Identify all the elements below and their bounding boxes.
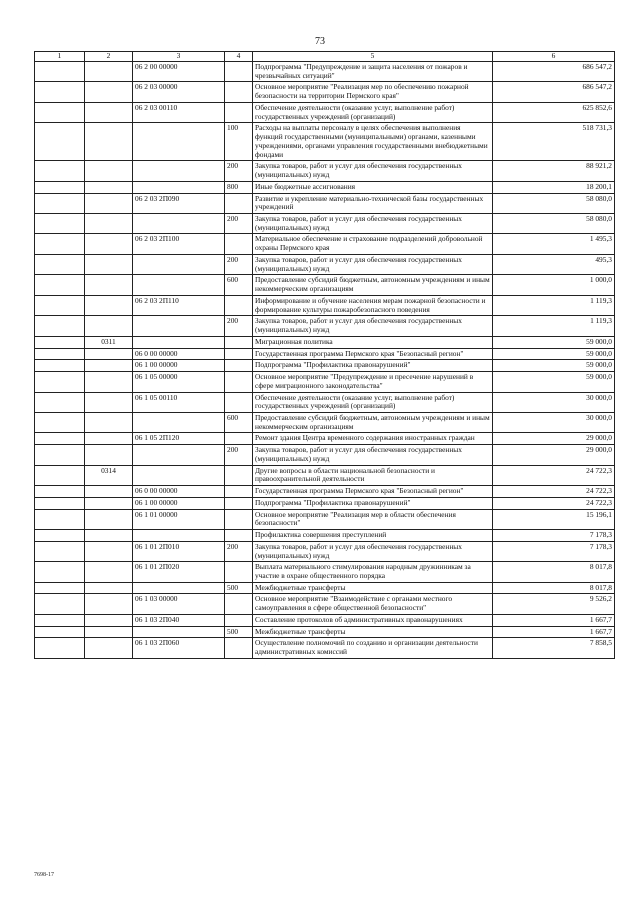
table-cell-c5: Иные бюджетные ассигнования (253, 181, 493, 193)
table-cell-c1 (35, 372, 85, 392)
table-cell-c2 (85, 594, 133, 614)
table-cell-c2: 0314 (85, 465, 133, 485)
table-cell-c2 (85, 509, 133, 529)
table-cell-c3 (133, 181, 225, 193)
table-cell-c6: 495,3 (493, 254, 615, 274)
table-cell-c5: Межбюджетные трансферты (253, 582, 493, 594)
table-cell-c1 (35, 348, 85, 360)
table-row (35, 433, 615, 445)
table-cell-c3: 06 1 03 00000 (133, 594, 225, 614)
table-cell-c3: 06 1 01 2П010 (133, 541, 225, 561)
table-cell-c6: 7 178,3 (493, 541, 615, 561)
table-row (35, 254, 615, 274)
table-cell-c5: Выплата материального стимулирования народным дружинникам за участие в охране общественного порядка (253, 562, 493, 582)
table-cell-c5: Другие вопросы в области национальной безопасности и правоохранительной деятельности (253, 465, 493, 485)
table-cell-c3: 06 1 05 00000 (133, 372, 225, 392)
table-cell-c4 (225, 348, 253, 360)
table-cell-c5: Закупка товаров, работ и услуг для обеспечения государственных (муниципальных) нужд (253, 541, 493, 561)
table-cell-c5: Материальное обеспечение и страхование подразделений добровольной охраны Пермского края (253, 234, 493, 254)
table-cell-c3 (133, 316, 225, 336)
table-row (35, 181, 615, 193)
column-header: 6 (493, 52, 615, 62)
table-cell-c2 (85, 181, 133, 193)
column-header: 2 (85, 52, 133, 62)
table-row (35, 562, 615, 582)
table-cell-c1 (35, 254, 85, 274)
table-row (35, 102, 615, 122)
table-cell-c1 (35, 123, 85, 161)
table-cell-c6: 8 017,8 (493, 582, 615, 594)
table-cell-c1 (35, 102, 85, 122)
table-cell-c5: Осуществление полномочий по созданию и организации деятельности административных комиссий (253, 638, 493, 658)
table-cell-c2 (85, 433, 133, 445)
table-cell-c3 (133, 275, 225, 295)
table-cell-c1 (35, 275, 85, 295)
table-cell-c2 (85, 614, 133, 626)
table-cell-c6: 88 921,2 (493, 161, 615, 181)
table-cell-c1 (35, 582, 85, 594)
table-cell-c4: 200 (225, 445, 253, 465)
table-cell-c5: Составление протоколов об административных правонарушениях (253, 614, 493, 626)
table-row (35, 295, 615, 315)
table-cell-c3: 06 2 03 00110 (133, 102, 225, 122)
table-cell-c1 (35, 161, 85, 181)
table-cell-c5: Ремонт здания Центра временного содержания иностранных граждан (253, 433, 493, 445)
table-cell-c5: Закупка товаров, работ и услуг для обеспечения государственных (муниципальных) нужд (253, 445, 493, 465)
table-cell-c3 (133, 254, 225, 274)
table-row (35, 316, 615, 336)
table-cell-c6: 1 667,7 (493, 626, 615, 638)
table-cell-c4 (225, 62, 253, 82)
column-header: 5 (253, 52, 493, 62)
table-cell-c3 (133, 445, 225, 465)
table-cell-c6: 29 000,0 (493, 445, 615, 465)
table-row (35, 626, 615, 638)
table-cell-c4 (225, 486, 253, 498)
table-cell-c4 (225, 562, 253, 582)
table-cell-c5: Подпрограмма "Профилактика правонарушений" (253, 497, 493, 509)
table-cell-c2 (85, 275, 133, 295)
table-row (35, 530, 615, 542)
table-cell-c1 (35, 336, 85, 348)
table-cell-c5: Расходы на выплаты персоналу в целях обеспечения выполнения функций государственными (муниципальными) органами, казенными учреждениями, органами управления государственными внебюджетными фондами (253, 123, 493, 161)
table-cell-c4 (225, 336, 253, 348)
table-row (35, 275, 615, 295)
table-cell-c6: 1 667,7 (493, 614, 615, 626)
table-cell-c2 (85, 582, 133, 594)
table-row (35, 336, 615, 348)
table-cell-c3: 06 1 01 2П020 (133, 562, 225, 582)
table-cell-c3: 06 1 03 2П040 (133, 614, 225, 626)
table-cell-c6: 59 000,0 (493, 372, 615, 392)
table-cell-c4 (225, 638, 253, 658)
table-cell-c5: Миграционная политика (253, 336, 493, 348)
table-row (35, 638, 615, 658)
document-code: 7698-17 (34, 872, 54, 878)
table-cell-c2 (85, 562, 133, 582)
table-cell-c6: 9 526,2 (493, 594, 615, 614)
table-cell-c2 (85, 234, 133, 254)
table-cell-c2 (85, 123, 133, 161)
table-cell-c6: 30 000,0 (493, 392, 615, 412)
table-cell-c6: 8 017,8 (493, 562, 615, 582)
table-cell-c1 (35, 626, 85, 638)
table-cell-c2 (85, 412, 133, 432)
table-cell-c4: 100 (225, 123, 253, 161)
table-cell-c3: 06 1 05 2П120 (133, 433, 225, 445)
table-cell-c3: 06 0 00 00000 (133, 348, 225, 360)
table-cell-c2 (85, 193, 133, 213)
table-cell-c5: Основное мероприятие "Реализация мер по обеспечению пожарной безопасности на территории Пермского края" (253, 82, 493, 102)
table-cell-c4 (225, 193, 253, 213)
table-cell-c2 (85, 392, 133, 412)
table-row (35, 348, 615, 360)
table-row (35, 509, 615, 529)
table-cell-c4 (225, 509, 253, 529)
table-cell-c3: 06 1 03 2П060 (133, 638, 225, 658)
table-cell-c4: 500 (225, 582, 253, 594)
table-cell-c6: 58 080,0 (493, 193, 615, 213)
table-cell-c6: 58 080,0 (493, 214, 615, 234)
table-cell-c1 (35, 486, 85, 498)
table-cell-c2 (85, 295, 133, 315)
table-row (35, 465, 615, 485)
table-row (35, 161, 615, 181)
table-cell-c1 (35, 638, 85, 658)
table-cell-c1 (35, 392, 85, 412)
table-row (35, 594, 615, 614)
table-cell-c6: 30 000,0 (493, 412, 615, 432)
table-cell-c4 (225, 82, 253, 102)
table-cell-c6: 15 196,1 (493, 509, 615, 529)
table-cell-c5: Закупка товаров, работ и услуг для обеспечения государственных (муниципальных) нужд (253, 254, 493, 274)
table-cell-c3: 06 2 03 2П100 (133, 234, 225, 254)
table-row (35, 582, 615, 594)
table-cell-c1 (35, 614, 85, 626)
table-cell-c4 (225, 295, 253, 315)
table-row (35, 614, 615, 626)
table-cell-c1 (35, 193, 85, 213)
table-cell-c1 (35, 594, 85, 614)
table-cell-c5: Государственная программа Пермского края "Безопасный регион" (253, 486, 493, 498)
table-cell-c4 (225, 594, 253, 614)
table-cell-c1 (35, 214, 85, 234)
table-cell-c4: 200 (225, 316, 253, 336)
table-cell-c5: Профилактика совершения преступлений (253, 530, 493, 542)
table-cell-c1 (35, 433, 85, 445)
table-cell-c4 (225, 392, 253, 412)
table-cell-c5: Обеспечение деятельности (оказание услуг, выполнение работ) государственных учреждений (организаций) (253, 102, 493, 122)
table-cell-c5: Предоставление субсидий бюджетным, автономным учреждениям и иным некоммерческим организациям (253, 412, 493, 432)
table-cell-c3 (133, 123, 225, 161)
table-cell-c4: 600 (225, 275, 253, 295)
table-body (35, 62, 615, 659)
table-cell-c2 (85, 82, 133, 102)
table-cell-c5: Основное мероприятие "Предупреждение и пресечение нарушений в сфере миграционного законодательства" (253, 372, 493, 392)
table-cell-c1 (35, 62, 85, 82)
table-cell-c6: 59 000,0 (493, 360, 615, 372)
table-cell-c2: 0311 (85, 336, 133, 348)
table-row (35, 193, 615, 213)
table-cell-c4 (225, 234, 253, 254)
table-cell-c6: 1 000,0 (493, 275, 615, 295)
table-cell-c4 (225, 372, 253, 392)
table-cell-c6: 59 000,0 (493, 348, 615, 360)
table-cell-c6: 18 200,1 (493, 181, 615, 193)
column-header: 3 (133, 52, 225, 62)
table-cell-c6: 686 547,2 (493, 82, 615, 102)
table-cell-c3 (133, 582, 225, 594)
table-cell-c2 (85, 316, 133, 336)
table-cell-c3 (133, 530, 225, 542)
table-cell-c2 (85, 254, 133, 274)
table-cell-c4: 500 (225, 626, 253, 638)
table-cell-c3: 06 2 03 00000 (133, 82, 225, 102)
table-cell-c4: 600 (225, 412, 253, 432)
table-cell-c5: Подпрограмма "Профилактика правонарушений" (253, 360, 493, 372)
table-cell-c5: Закупка товаров, работ и услуг для обеспечения государственных (муниципальных) нужд (253, 316, 493, 336)
table-cell-c2 (85, 214, 133, 234)
table-cell-c3 (133, 336, 225, 348)
table-cell-c3: 06 1 05 00110 (133, 392, 225, 412)
table-cell-c1 (35, 234, 85, 254)
table-cell-c4 (225, 530, 253, 542)
table-cell-c3: 06 1 01 00000 (133, 509, 225, 529)
table-cell-c1 (35, 497, 85, 509)
table-cell-c3: 06 1 00 00000 (133, 360, 225, 372)
table-cell-c6: 29 000,0 (493, 433, 615, 445)
table-cell-c1 (35, 82, 85, 102)
table-cell-c3 (133, 465, 225, 485)
table-cell-c5: Обеспечение деятельности (оказание услуг, выполнение работ) государственных учреждений (организаций) (253, 392, 493, 412)
table-row (35, 541, 615, 561)
table-cell-c6: 625 852,6 (493, 102, 615, 122)
table-cell-c2 (85, 486, 133, 498)
table-row (35, 62, 615, 82)
table-cell-c3 (133, 412, 225, 432)
table-cell-c4 (225, 465, 253, 485)
table-cell-c2 (85, 497, 133, 509)
table-cell-c1 (35, 530, 85, 542)
table-row (35, 486, 615, 498)
table-row (35, 82, 615, 102)
table-row (35, 392, 615, 412)
table-row (35, 412, 615, 432)
table-cell-c5: Закупка товаров, работ и услуг для обеспечения государственных (муниципальных) нужд (253, 161, 493, 181)
table-cell-c6: 7 858,5 (493, 638, 615, 658)
budget-table (34, 51, 615, 659)
table-cell-c2 (85, 102, 133, 122)
table-cell-c6: 1 119,3 (493, 316, 615, 336)
table-cell-c4 (225, 102, 253, 122)
table-cell-c1 (35, 295, 85, 315)
table-cell-c1 (35, 181, 85, 193)
table-row (35, 445, 615, 465)
table-cell-c5: Развитие и укрепление материально-технической базы государственных учреждений (253, 193, 493, 213)
table-cell-c2 (85, 161, 133, 181)
table-cell-c2 (85, 530, 133, 542)
table-cell-c2 (85, 372, 133, 392)
table-cell-c1 (35, 360, 85, 372)
table-cell-c4: 200 (225, 161, 253, 181)
column-header: 4 (225, 52, 253, 62)
table-cell-c4 (225, 433, 253, 445)
table-cell-c4: 200 (225, 214, 253, 234)
table-cell-c2 (85, 348, 133, 360)
table-cell-c4 (225, 497, 253, 509)
table-row (35, 360, 615, 372)
table-cell-c3: 06 2 03 2П090 (133, 193, 225, 213)
table-cell-c5: Предоставление субсидий бюджетным, автономным учреждениям и иным некоммерческим организациям (253, 275, 493, 295)
table-cell-c1 (35, 316, 85, 336)
table-row (35, 234, 615, 254)
table-cell-c6: 24 722,3 (493, 465, 615, 485)
table-cell-c1 (35, 541, 85, 561)
table-row (35, 497, 615, 509)
table-cell-c2 (85, 626, 133, 638)
table-cell-c2 (85, 360, 133, 372)
table-cell-c3: 06 2 00 00000 (133, 62, 225, 82)
table-cell-c6: 24 722,3 (493, 497, 615, 509)
table-cell-c6: 686 547,2 (493, 62, 615, 82)
table-cell-c2 (85, 541, 133, 561)
table-cell-c3 (133, 626, 225, 638)
table-cell-c3: 06 1 00 00000 (133, 497, 225, 509)
table-cell-c1 (35, 445, 85, 465)
page-number: 73 (315, 36, 325, 47)
table-cell-c6: 59 000,0 (493, 336, 615, 348)
table-cell-c1 (35, 412, 85, 432)
table-cell-c6: 24 722,3 (493, 486, 615, 498)
table-cell-c5: Закупка товаров, работ и услуг для обеспечения государственных (муниципальных) нужд (253, 214, 493, 234)
table-cell-c4: 200 (225, 541, 253, 561)
table-cell-c3: 06 2 03 2П110 (133, 295, 225, 315)
table-cell-c5: Государственная программа Пермского края "Безопасный регион" (253, 348, 493, 360)
table-cell-c3 (133, 161, 225, 181)
table-cell-c1 (35, 509, 85, 529)
table-cell-c3: 06 0 00 00000 (133, 486, 225, 498)
table-cell-c5: Подпрограмма "Предупреждение и защита населения от пожаров и чрезвычайных ситуаций" (253, 62, 493, 82)
table-header-row (35, 52, 615, 62)
table-cell-c2 (85, 62, 133, 82)
table-cell-c4: 800 (225, 181, 253, 193)
table-cell-c5: Основное мероприятие "Взаимодействие с органами местного самоуправления в сфере общественной безопасности" (253, 594, 493, 614)
table-cell-c6: 1 495,3 (493, 234, 615, 254)
table-cell-c1 (35, 562, 85, 582)
table-row (35, 123, 615, 161)
table-cell-c4 (225, 614, 253, 626)
table-cell-c1 (35, 465, 85, 485)
table-cell-c5: Межбюджетные трансферты (253, 626, 493, 638)
table-cell-c5: Информирование и обучение населения мерам пожарной безопасности и формирование культуры пожаробезопасного поведения (253, 295, 493, 315)
table-cell-c6: 1 119,3 (493, 295, 615, 315)
table-row (35, 214, 615, 234)
table-cell-c4: 200 (225, 254, 253, 274)
table-row (35, 372, 615, 392)
table-cell-c6: 518 731,3 (493, 123, 615, 161)
column-header: 1 (35, 52, 85, 62)
table-cell-c2 (85, 445, 133, 465)
table-cell-c3 (133, 214, 225, 234)
table-cell-c6: 7 178,3 (493, 530, 615, 542)
table-cell-c5: Основное мероприятие "Реализация мер в области обеспечения безопасности" (253, 509, 493, 529)
table-cell-c4 (225, 360, 253, 372)
table-cell-c2 (85, 638, 133, 658)
